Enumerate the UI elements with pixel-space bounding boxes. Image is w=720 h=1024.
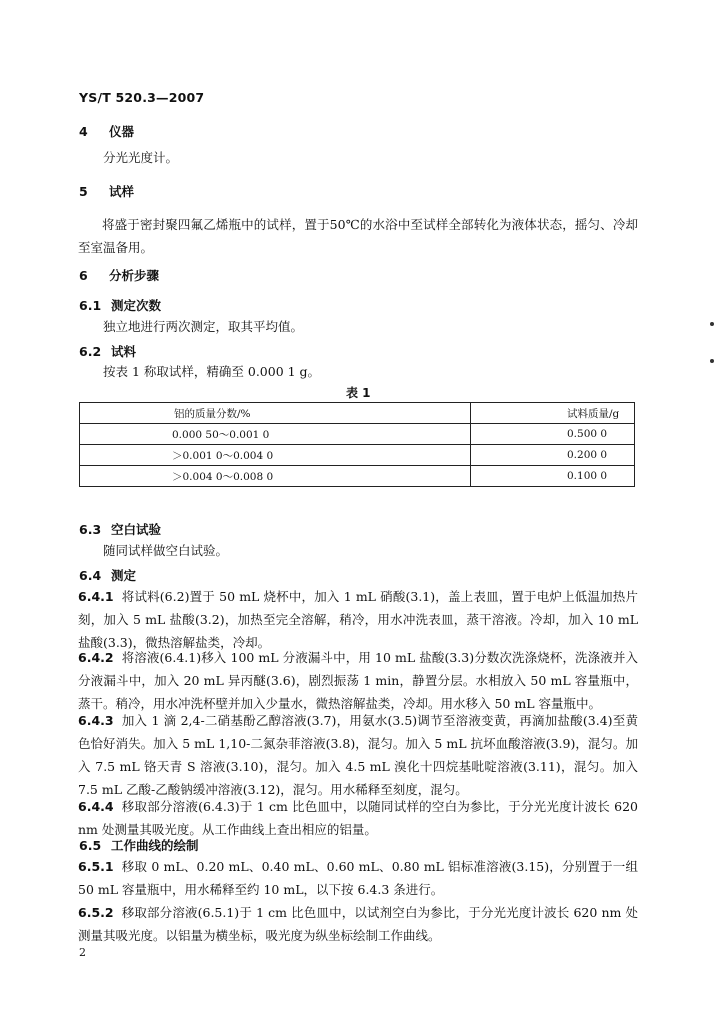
section-6-1-body: 独立地进行两次测定，取其平均值。 xyxy=(103,319,304,334)
section-4-body: 分光光度计。 xyxy=(103,150,179,165)
scan-mark xyxy=(710,359,714,363)
table-header-cell: 试料质量/g xyxy=(471,403,635,424)
section-5-body: 将盛于密封聚四氟乙烯瓶中的试样，置于50℃的水浴中至试样全部转化为液体状态，摇匀、冷却至室温备用。 xyxy=(78,217,638,255)
clause-number: 6.4.2 xyxy=(78,650,114,665)
clause-number: 6.4.4 xyxy=(78,799,114,814)
standard-code: YS/T 520.3—2007 xyxy=(79,90,205,105)
section-6-4-heading xyxy=(79,566,136,584)
clause-text: 移取 0 mL、0.20 mL、0.40 mL、0.60 mL、0.80 mL 铝标准溶液(3.15)，分别置于一组 50 mL 容量瓶中，用水稀释至约 10 mL，以下按 6.4.3 条进行。 xyxy=(78,859,638,897)
table-caption: 表 1 xyxy=(346,386,371,400)
section-5-heading xyxy=(79,182,134,200)
table-row xyxy=(80,445,635,466)
table-header-cell: 铝的质量分数/% xyxy=(80,403,471,424)
clause-text: 移取部分溶液(6.4.3)于 1 cm 比色皿中，以随同试样的空白为参比，于分光光度计波长 620 nm 处测量其吸光度。从工作曲线上查出相应的铝量。 xyxy=(78,799,638,837)
table-row xyxy=(80,424,635,445)
section-number: 6.3 xyxy=(79,522,102,537)
section-title: 试样 xyxy=(109,184,135,199)
section-title: 仪器 xyxy=(109,124,135,139)
table-header-row xyxy=(80,403,635,424)
section-6-5-heading xyxy=(79,836,199,854)
clause-text: 将溶液(6.4.1)移入 100 mL 分液漏斗中，用 10 mL 盐酸(3.3)分数次洗涤烧杯，洗涤液并入分液漏斗中，加入 20 mL 异丙醚(3.6)，剧烈振荡 1 min，静置分层。水相放入 50 mL 容量瓶中，蒸干。稍冷，用水冲洗杯壁并加入少量水，微热溶解盐类，冷却。用水移入 50 mL 容量瓶中。 xyxy=(78,650,638,711)
table-cell: ＞0.004 0～0.008 0 xyxy=(80,466,471,487)
table-cell: ＞0.001 0～0.004 0 xyxy=(80,445,471,466)
section-title: 工作曲线的绘制 xyxy=(111,838,199,853)
section-title: 试料 xyxy=(111,344,137,359)
section-title: 分析步骤 xyxy=(109,268,160,283)
scan-mark xyxy=(710,322,714,326)
section-number: 6.4 xyxy=(79,568,102,583)
clause-text: 将试料(6.2)置于 50 mL 烧杯中，加入 1 mL 硝酸(3.1)，盖上表皿，置于电炉上低温加热片刻，加入 5 mL 盐酸(3.2)，加热至完全溶解，稍冷，用水冲洗表皿，蒸干溶液。冷却，加入 10 mL 盐酸(3.3)，微热溶解盐类，冷却。 xyxy=(78,589,638,650)
clause-number: 6.4.1 xyxy=(78,589,114,604)
section-number: 4 xyxy=(79,124,88,139)
section-number: 5 xyxy=(79,184,88,199)
clause-number: 6.5.1 xyxy=(78,859,114,874)
clause-6-4-2 xyxy=(78,646,638,715)
section-title: 空白试验 xyxy=(111,522,162,537)
clause-text: 移取部分溶液(6.5.1)于 1 cm 比色皿中，以试剂空白为参比，于分光光度计波长 620 nm 处测量其吸光度。以铝量为横坐标，吸光度为纵坐标绘制工作曲线。 xyxy=(78,905,638,943)
clause-text: 加入 1 滴 2,4-二硝基酚乙醇溶液(3.7)，用氨水(3.5)调节至溶液变黄，再滴加盐酸(3.4)至黄色恰好消失。加入 5 mL 1,10-二氮杂菲溶液(3.8)，混匀。加入 5 mL 抗坏血酸溶液(3.9)，混匀。加入 7.5 mL 铬天青 S 溶液(3.10)，混匀。加入 4.5 mL 溴化十四烷基吡啶溶液(3.11)，混匀。加入 7.5 mL 乙酸-乙酸钠缓冲溶液(3.12)，混匀。用水稀释至刻度，混匀。 xyxy=(78,713,638,797)
section-number: 6.2 xyxy=(79,344,102,359)
clause-6-4-4 xyxy=(78,795,638,841)
section-6-2-body: 按表 1 称取试样，精确至 0.000 1 g。 xyxy=(103,364,321,379)
clause-number: 6.4.3 xyxy=(78,713,114,728)
section-number: 6.1 xyxy=(79,298,102,313)
clause-6-4-3 xyxy=(78,709,638,801)
section-6-1-heading xyxy=(79,296,161,314)
page-number: 2 xyxy=(79,946,86,959)
table-cell: 0.000 50～0.001 0 xyxy=(80,424,471,445)
table-cell: 0.500 0 xyxy=(471,424,635,445)
section-title: 测定次数 xyxy=(111,298,162,313)
clause-6-5-1 xyxy=(78,855,638,901)
table-row xyxy=(80,466,635,487)
section-6-3-body: 随同试样做空白试验。 xyxy=(103,543,229,558)
section-number: 6.5 xyxy=(79,838,102,853)
section-4-heading xyxy=(79,122,134,140)
section-title: 测定 xyxy=(111,568,137,583)
section-number: 6 xyxy=(79,268,88,283)
section-6-heading xyxy=(79,266,159,284)
clause-number: 6.5.2 xyxy=(78,905,114,920)
table-cell: 0.100 0 xyxy=(471,466,635,487)
clause-6-5-2 xyxy=(78,901,638,947)
section-6-3-heading xyxy=(79,520,161,538)
table-cell: 0.200 0 xyxy=(471,445,635,466)
clause-6-4-1 xyxy=(78,585,638,654)
table-1 xyxy=(79,402,635,487)
section-6-2-heading xyxy=(79,342,136,360)
